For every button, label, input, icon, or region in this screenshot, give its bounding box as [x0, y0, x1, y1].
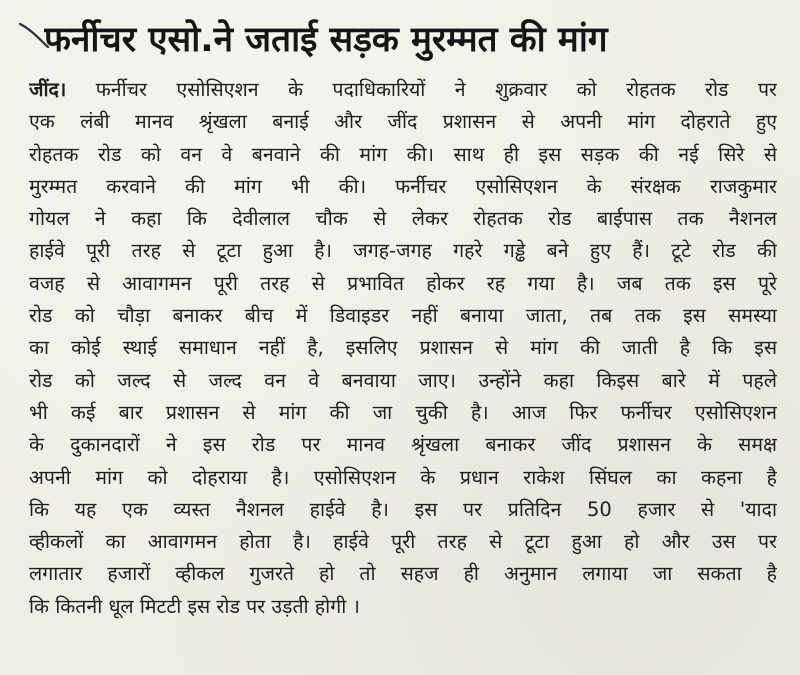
article-line-last: कि कितनी धूल मिटटी इस रोड पर उड़ती होगी । — [29, 594, 360, 618]
article-line: के दुकानदारों ने इस रोड पर मानव श्रृंखला बनाकर जींद प्रशासन के समक्ष — [29, 433, 777, 457]
article-line: लगातार हजारों व्हीकल गुजरते हो तो सहज ही अनुमान लगाया जा सकता है — [29, 562, 777, 586]
article-line: मुरम्मत करवाने की मांग भी की। फर्नीचर एसोसिएशन के संरक्षक राजकुमार — [29, 174, 777, 198]
article-line: गोयल ने कहा कि देवीलाल चौक से लेकर रोहतक रोड बाईपास तक नैशनल — [29, 207, 777, 231]
article-line: कि यह एक व्यस्त नैशनल हाईवे है। इस पर प्रतिदिन 50 हजार से 'यादा — [29, 497, 777, 521]
article-body — [29, 74, 777, 623]
article-headline: फर्नीचर एसो.ने जताई सड़क मुरम्मत की मांग — [44, 20, 608, 60]
article-line-1 — [29, 74, 777, 106]
article-line: एक लंबी मानव श्रृंखला बनाई और जींद प्रशासन से अपनी मांग दोहराते हुए — [29, 110, 777, 134]
article-line: का कोई स्थाई समाधान नहीं है, इसलिए प्रशासन से मांग की जाती है कि इस — [29, 336, 777, 360]
article-line: भी कई बार प्रशासन से मांग की जा चुकी है। आज फिर फर्नीचर एसोसिएशन — [29, 400, 777, 424]
article-line: रोड को जल्द से जल्द वन वे बनवाया जाए। उन्होंने कहा किइस बारे में पहले — [29, 368, 777, 392]
article-line: हाईवे पूरी तरह से टूटा हुआ है। जगह-जगह गहरे गड्ढे बने हुए हैं। टूटे रोड की — [29, 239, 777, 263]
article-line: वजह से आवागमन पूरी तरह से प्रभावित होकर रह गया है। जब तक इस पूरे — [29, 271, 777, 295]
article-line: व्हीकलों का आवागमन होता है। हाईवे पूरी तरह से टूटा हुआ हो और उस पर — [29, 530, 777, 554]
article-line: रोहतक रोड को वन वे बनवाने की मांग की। साथ ही इस सड़क की नई सिरे से — [29, 142, 777, 166]
dateline: जींद। — [29, 78, 67, 101]
article-line: रोड को चौड़ा बनाकर बीच में डिवाइडर नहीं बनाया जाता, तब तक इस समस्या — [29, 304, 777, 328]
article-line-1-text: फर्नीचर एसोसिएशन के पदाधिकारियों ने शुक्रवार को रोहतक रोड पर — [66, 78, 777, 101]
article-line: अपनी मांग को दोहराया है। एसोसिएशन के प्रधान राकेश सिंघल का कहना है — [29, 465, 777, 489]
